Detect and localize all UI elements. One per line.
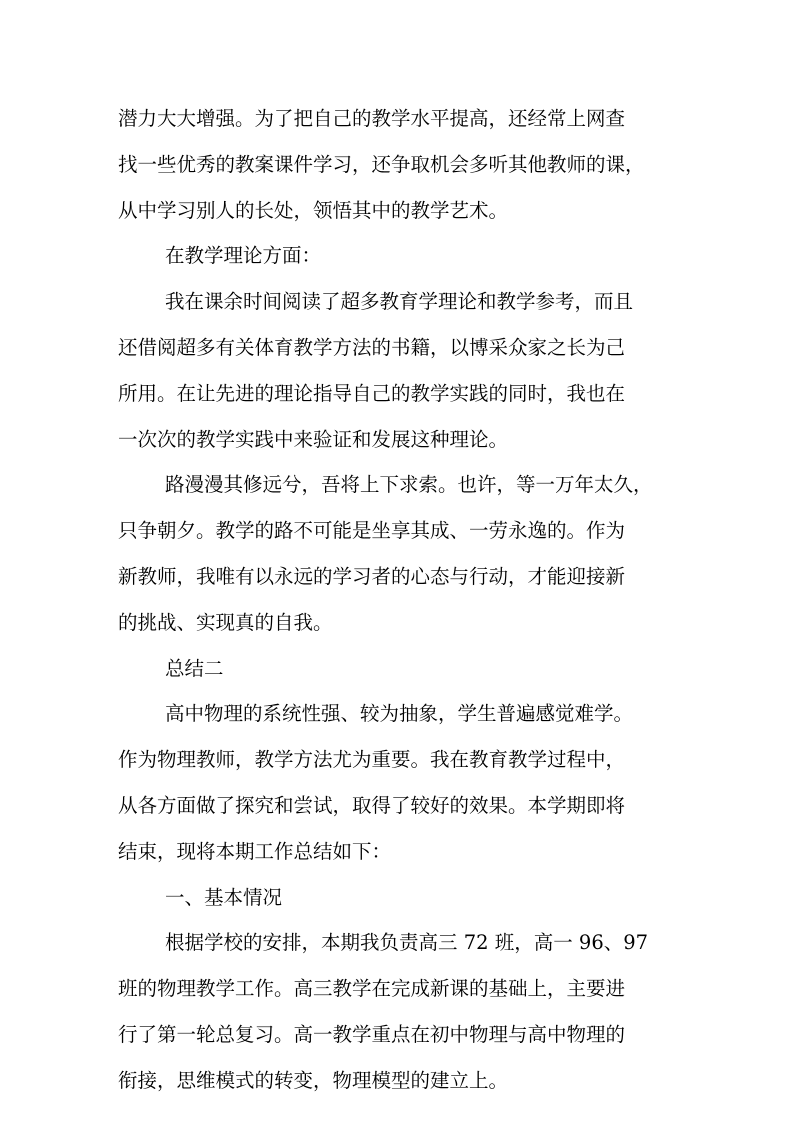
- text-line: 衔接，思维模式的转变，物理模型的建立上。: [118, 1068, 509, 1092]
- text-line: 行了第一轮总复习。高一教学重点在初中物理与高中物理的: [118, 1022, 626, 1046]
- text-line: 我在课余时间阅读了超多教育学理论和教学参考，而且: [165, 290, 634, 314]
- text-line: 从各方面做了探究和尝试，取得了较好的效果。本学期即将: [118, 793, 626, 817]
- text-line: 的挑战、实现真的自我。: [118, 610, 333, 634]
- text-line: 结束，现将本期工作总结如下：: [118, 839, 392, 863]
- text-line: 班的物理教学工作。高三教学在完成新课的基础上，主要进: [118, 977, 626, 1001]
- section-heading: 总结二: [165, 656, 224, 680]
- text-line: 找一些优秀的教案课件学习，还争取机会多听其他教师的课，: [118, 152, 645, 176]
- section-heading: 在教学理论方面：: [165, 244, 322, 268]
- text-line: 新教师，我唯有以永远的学习者的心态与行动，才能迎接新: [118, 564, 626, 588]
- text-line: 只争朝夕。教学的路不可能是坐享其成、一劳永逸的。作为: [118, 519, 626, 543]
- text-line: 一次次的教学实践中来验证和发展这种理论。: [118, 427, 509, 451]
- text-line: 潜力大大增强。为了把自己的教学水平提高，还经常上网查: [118, 107, 626, 130]
- text-line: 从中学习别人的长处，领悟其中的教学艺术。: [118, 198, 509, 222]
- document-body: [118, 96, 690, 1104]
- text-line: 路漫漫其修远兮，吾将上下求索。也许，等一万年太久，: [165, 473, 653, 497]
- text-line: 还借阅超多有关体育教学方法的书籍，以博采众家之长为己: [118, 335, 626, 359]
- text-line: 作为物理教师，教学方法尤为重要。我在教育教学过程中，: [118, 748, 626, 772]
- text-line: 所用。在让先进的理论指导自己的教学实践的同时，我也在: [118, 381, 626, 405]
- section-heading: 一、基本情况: [165, 885, 283, 909]
- text-line: 根据学校的安排，本期我负责高三 72 班，高一 96、97: [165, 931, 649, 955]
- text-line: 高中物理的系统性强、较为抽象，学生普遍感觉难学。: [165, 702, 634, 726]
